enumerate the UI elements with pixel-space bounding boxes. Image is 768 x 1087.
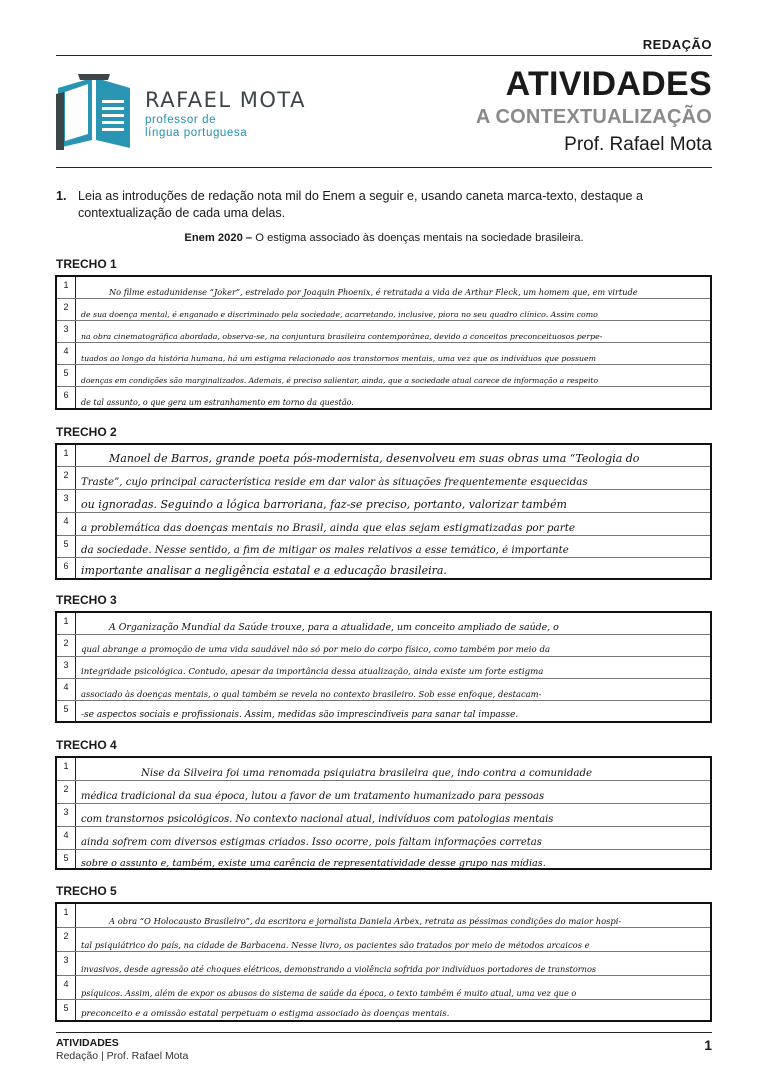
sheet-line [57, 657, 710, 679]
sheet-line [57, 701, 710, 721]
trecho-label: TRECHO 1 [56, 257, 117, 271]
trecho-label: TRECHO 4 [56, 738, 117, 752]
sheet-line [57, 445, 710, 467]
handwritten-text: tuados ao longo da história humana, há um estigma relacionado aos transtornos mentais, uma vez que os indivíduos que possuem [81, 354, 597, 363]
handwritten-text: na obra cinematográfica abordada, observa-se, na conjuntura brasileira contemporânea, devido a conceitos preconceituosos perpe- [81, 332, 603, 341]
topic-label: Enem 2020 – [184, 232, 253, 244]
sheet-line [57, 513, 710, 536]
topic-text: O estigma associado às doenças mentais na sociedade brasileira. [255, 232, 584, 244]
handwritten-text: médica tradicional da sua época, lutou a favor de um tratamento humanizado para pessoas [81, 791, 545, 802]
handwritten-text: da sociedade. Nesse sentido, a fim de mitigar os males relativos a esse temático, é importante [81, 545, 569, 556]
logo-subtitle: professor de [145, 114, 217, 126]
essay-topic [0, 232, 768, 244]
question-number: 1. [56, 189, 67, 203]
handwritten-text: Nise da Silveira foi uma renomada psiquiatra brasileira que, indo contra a comunidade [141, 768, 593, 779]
top-divider [56, 55, 712, 56]
handwritten-text: sobre o assunto e, também, existe uma carência de representatividade desse grupo nas mídias. [81, 858, 546, 869]
line-number: 5 [57, 701, 76, 721]
sheet-line [57, 387, 710, 408]
sheet-line [57, 679, 710, 701]
handwritten-text: ou ignoradas. Seguindo a lógica barroriana, faz-se preciso, portanto, valorizar também [81, 498, 567, 511]
sheet-line [57, 758, 710, 781]
essay-sheet [55, 275, 712, 410]
handwritten-text: Traste”, cujo principal característica reside em dar valor às situações frequentemente esquecidas [81, 477, 588, 488]
footer-subtitle: Redação | Prof. Rafael Mota [56, 1050, 189, 1062]
line-number: 4 [57, 679, 76, 700]
line-number: 6 [57, 387, 76, 408]
page-number: 1 [704, 1037, 712, 1053]
line-number: 3 [57, 321, 76, 342]
logo-name: RAFAEL MOTA [145, 88, 306, 112]
footer-title: ATIVIDADES [56, 1037, 119, 1049]
line-number: 2 [57, 299, 76, 320]
handwritten-text: de tal assunto, o que gera um estranhamento em torno da questão. [81, 398, 354, 407]
handwritten-text: tal psiquiátrico do país, na cidade de Barbacena. Nesse livro, os pacientes são tratados por meio de métodos arcaicos e [81, 940, 590, 950]
line-number: 1 [57, 758, 76, 780]
handwritten-text: invasivos, desde agressão até choques elétricos, demonstrando a violência sofrida por indivíduos portadores de transtornos [81, 964, 597, 974]
handwritten-text: importante analisar a negligência estatal e a educação brasileira. [81, 564, 447, 577]
line-number: 2 [57, 928, 76, 951]
handwritten-text: ainda sofrem com diversos estigmas criados. Isso ocorre, pois faltam informações corretas [81, 837, 542, 848]
line-number: 5 [57, 1000, 76, 1020]
handwritten-text: doenças em condições são marginalizados. Ademais, é preciso salientar, ainda, que a sociedade atual carece de informação a respeito [81, 376, 599, 385]
sheet-line [57, 904, 710, 928]
line-number: 1 [57, 445, 76, 466]
handwritten-text: de sua doença mental, é enganado e discriminado pela sociedade, acarretando, inclusive, piora no seu quadro clínico. Assim como [81, 310, 598, 319]
line-number: 5 [57, 365, 76, 386]
sheet-line [57, 558, 710, 578]
handwritten-text: -se aspectos sociais e profissionais. Assim, medidas são imprescindíveis para sanar tal impasse. [81, 710, 519, 720]
logo-subtitle: língua portuguesa [145, 127, 248, 139]
essay-sheet [55, 902, 712, 1022]
sheet-line [57, 321, 710, 343]
essay-sheet [55, 443, 712, 580]
handwritten-text: a problemática das doenças mentais no Brasil, ainda que elas sejam estigmatizadas por parte [81, 522, 576, 534]
line-number: 4 [57, 976, 76, 999]
handwritten-text: psíquicos. Assim, além de expor os abusos do sistema de saúde da época, o texto também é muito atual, uma vez que o [81, 988, 577, 998]
sheet-line [57, 952, 710, 976]
sheet-line [57, 343, 710, 365]
sheet-line [57, 365, 710, 387]
trecho-label: TRECHO 2 [56, 425, 117, 439]
footer-divider [56, 1032, 712, 1033]
sheet-line [57, 635, 710, 657]
line-number: 4 [57, 343, 76, 364]
sheet-line [57, 1000, 710, 1020]
author: Prof. Rafael Mota [564, 134, 712, 155]
handwritten-text: No filme estadunidense “Joker”, estrelado por Joaquin Phoenix, é retratada a vida de Arthur Fleck, um homem que, em virtude [109, 287, 638, 297]
page-title: ATIVIDADES [505, 65, 712, 103]
line-number: 1 [57, 904, 76, 927]
sheet-line [57, 827, 710, 850]
line-number: 6 [57, 558, 76, 578]
line-number: 5 [57, 850, 76, 870]
sheet-line [57, 613, 710, 635]
handwritten-text: qual abrange a promoção de uma vida saudável não só por meio do corpo físico, como também por meio da [81, 645, 551, 655]
line-number: 3 [57, 804, 76, 826]
line-number: 3 [57, 952, 76, 975]
line-number: 3 [57, 657, 76, 678]
line-number: 4 [57, 513, 76, 535]
trecho-label: TRECHO 3 [56, 593, 117, 607]
sheet-line [57, 490, 710, 513]
title-block [476, 64, 712, 158]
essay-sheet [55, 756, 712, 870]
question-text: Leia as introduções de redação nota mil do Enem a seguir e, usando caneta marca-texto, destaque a contextualização de cada uma delas. [78, 189, 643, 220]
handwritten-text: preconceito e a omissão estatal perpetuam o estigma associado às doenças mentais. [81, 1009, 450, 1019]
question [56, 188, 712, 222]
header-divider [56, 167, 712, 168]
line-number: 1 [57, 613, 76, 634]
line-number: 2 [57, 467, 76, 489]
line-number: 4 [57, 827, 76, 849]
line-number: 5 [57, 536, 76, 557]
sheet-line [57, 467, 710, 490]
section-label: REDAÇÃO [642, 37, 712, 52]
line-number: 3 [57, 490, 76, 512]
open-book-icon [56, 74, 138, 150]
sheet-line [57, 536, 710, 558]
sheet-line [57, 299, 710, 321]
sheet-line [57, 804, 710, 827]
handwritten-text: integridade psicológica. Contudo, apesar da importância dessa atualização, ainda existe um forte estigma [81, 667, 544, 677]
handwritten-text: A obra “O Holocausto Brasileiro”, da escritora e jornalista Daniela Arbex, retrata as péssimas condições do maior hospi- [109, 916, 622, 926]
sheet-line [57, 976, 710, 1000]
handwritten-text: associado às doenças mentais, o qual também se revela no contexto brasileiro. Sob esse enfoque, destacam- [81, 689, 542, 699]
essay-sheet [55, 611, 712, 723]
handwritten-text: com transtornos psicológicos. No contexto nacional atual, indivíduos com patologias mentais [81, 814, 554, 825]
handwritten-text: Manoel de Barros, grande poeta pós-modernista, desenvolveu em suas obras uma “Teologia do [109, 452, 640, 465]
line-number: 2 [57, 635, 76, 656]
trecho-label: TRECHO 5 [56, 884, 117, 898]
sheet-line [57, 928, 710, 952]
sheet-line [57, 781, 710, 804]
line-number: 1 [57, 277, 76, 298]
logo [56, 74, 316, 150]
handwritten-text: A Organização Mundial da Saúde trouxe, para a atualidade, um conceito ampliado de saúde, o [109, 622, 559, 633]
page-subtitle: A CONTEXTUALIZAÇÃO [475, 106, 712, 128]
line-number: 2 [57, 781, 76, 803]
sheet-line [57, 850, 710, 870]
sheet-line [57, 277, 710, 299]
